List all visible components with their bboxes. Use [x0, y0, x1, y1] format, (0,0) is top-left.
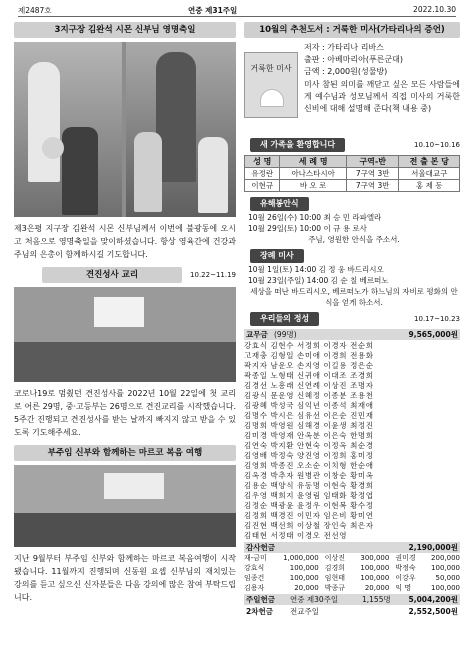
- photo-left: [14, 42, 122, 217]
- book-title: 10월의 추천도서 : 거룩한 미사(가타리나의 증언): [244, 22, 460, 38]
- infant-header: [244, 197, 460, 212]
- cell: 100,000: [360, 574, 390, 582]
- catechism-title: 견진성사 교리: [42, 267, 182, 283]
- book-publisher: 출판 : 아베마리아(푸른군대): [304, 55, 404, 64]
- offering-header: [244, 312, 460, 327]
- cell: 100,000: [360, 564, 390, 572]
- infant-closing: 주님, 영원한 안식을 주소서.: [308, 235, 400, 244]
- name-row: 고재충 김형일 손미애 이경희 전용화: [244, 351, 374, 360]
- issue-number: 제2487호: [18, 6, 52, 15]
- cell: 김용자: [244, 584, 265, 592]
- catechism-text: 코로나19로 멈췄던 견진성사를 2022년 10월 22일에 첫 교리로 어른 29명, 중·고등부는 26명으로 견진교리를 시작했습니다. 5주간 진행되고 견진성사를 받는 날까지 빠지지 않고 받을 수 있도록 기도해주세요.: [14, 389, 236, 437]
- infant-list: [244, 212, 460, 245]
- name-row: 김정순 백광윤 윤정우 이현복 황수정: [244, 501, 374, 510]
- book-description: 미사 참된 의미를 깨닫고 싶은 모든 사람들에게 예수님과 성모님께서 직접 미사의 거룩한 신비에 대해 설명해 준다(책 내용 중): [304, 80, 460, 113]
- name-row: 김광혜 박성국 심익년 이종석 최재애: [244, 401, 374, 410]
- left-column: [14, 22, 236, 604]
- attendees: [14, 513, 236, 547]
- book-section: [244, 42, 460, 134]
- cell: 김경희: [324, 564, 346, 572]
- table-row: [244, 563, 460, 573]
- header-baptism: 세 례 명: [280, 156, 347, 168]
- header-district: 구역-반: [346, 156, 398, 168]
- name-row: 김우영 백희지 윤영림 임태화 황정엽: [244, 491, 374, 500]
- page-header: [18, 5, 456, 17]
- header-date: 2022.10.30: [413, 5, 456, 14]
- funeral-title: 장례 미사: [250, 249, 304, 263]
- name-row: 김정희 백경진 이민자 임은비 황미연: [244, 511, 374, 520]
- table-row: [244, 553, 460, 563]
- book-price: 금액 : 2,000원(성물방): [304, 67, 388, 76]
- cell: 유정란: [245, 168, 280, 180]
- cell: 20,000: [294, 584, 319, 592]
- name-row: 김명희 박영원 심해경 이윤생 최정진: [244, 421, 374, 430]
- list-item: 10월 26일(수) 10:00 최 승 민 라파엘라: [248, 213, 382, 222]
- bishop-feast-title: 3지구장 김완석 시몬 신부님 영명축일: [14, 22, 236, 38]
- bishop-feast-text: 제3은평 지구장 김완석 시몬 신부님께서 이번에 불광동에 오시고 처음으로 영명축일을 맞이하셨습니다. 항상 영육간에 건강과 주님의 은총이 함께하시길 기도합니다.: [14, 224, 236, 259]
- header-parish: 전 출 본 당: [399, 156, 460, 168]
- cell: 50,000: [435, 574, 460, 582]
- name-row: 김영희 박종진 오소순 이치형 한순애: [244, 461, 374, 470]
- right-column: [244, 22, 460, 617]
- support-label: 교무금: [246, 330, 268, 339]
- catechism-dates: 10.22~11.19: [190, 271, 236, 279]
- cell: 임종건: [244, 574, 265, 582]
- cell: 홍 제 동: [399, 180, 460, 192]
- chalice-icon: [260, 89, 284, 107]
- cell: 익 명: [395, 584, 412, 592]
- family-table: [244, 155, 460, 192]
- funeral-header: [244, 249, 460, 264]
- list-item: 10월 29일(토) 10:00 이 규 용 로사: [248, 224, 367, 233]
- sunday-bar: [244, 594, 460, 605]
- family-header: [244, 138, 460, 153]
- infant-title: 유해봉안식: [250, 197, 309, 211]
- second-bar: [244, 606, 460, 617]
- second-amount: 2,552,500원: [408, 607, 458, 616]
- cell: 권미경: [395, 554, 416, 562]
- catechism-photo: [14, 287, 236, 382]
- audience: [14, 342, 236, 382]
- list-item: 10월 23일(주일) 14:00 김 순 칠 베르떠노: [248, 276, 389, 285]
- name-row: 김명수 박시은 심유선 이은순 진민재: [244, 411, 374, 420]
- sunday-label: 주일헌금: [246, 595, 275, 604]
- cell: 임현태: [324, 574, 346, 582]
- name-row: 김옥경 박추자 원병관 이창순 황미옥: [244, 471, 374, 480]
- thanks-bar: [244, 542, 460, 553]
- child-figure: [62, 127, 98, 215]
- list-item: 10월 1일(토) 14:00 김 정 웅 바드리시오: [248, 265, 384, 274]
- table-row: [245, 180, 460, 192]
- cell: 7구역 3반: [346, 180, 398, 192]
- family-table-header: [245, 156, 460, 168]
- thanks-amount: 2,190,000원: [408, 543, 458, 552]
- cell: 이강우: [395, 574, 416, 582]
- flowers: [42, 137, 64, 159]
- book-cover-text: 거룩한 미사: [250, 64, 292, 73]
- priest-figure: [28, 62, 60, 182]
- cell: 100,000: [289, 564, 319, 572]
- feast-photos: [14, 42, 236, 217]
- catechism-header: [14, 267, 236, 283]
- cell: 300,000: [360, 554, 390, 562]
- name-row: 김영배 박정숙 양진영 이정희 홍미정: [244, 451, 374, 460]
- gospel-text: 지난 9월부터 부주임 신부와 함께하는 마르코 복음여행이 시작됐습니다. 11월까지 진행되며 신동원 요셉 신부님의 재치있는 강의를 듣고 싶으신 신자분들은 다음 강의에 많은 참여 부탁드립니다.: [14, 554, 236, 602]
- family-dates: 10.10~10.16: [414, 141, 460, 149]
- cell: 100,000: [431, 564, 460, 572]
- cell: 100,000: [431, 584, 460, 592]
- book-info: [304, 42, 403, 78]
- second-text: 전교주일: [290, 607, 319, 616]
- priest-figure-2: [156, 52, 196, 182]
- header-name: 성 명: [245, 156, 280, 168]
- name-row: 곽종일 노형태 신귀애 이대조 조경희: [244, 371, 374, 380]
- cell: 이현규: [245, 180, 280, 192]
- cell: 이상진: [324, 554, 346, 562]
- funeral-closing: 세상을 떠난 바드리시오, 베르떠노가 하느님의 자비로 평화의 안식을 얻게 하소서.: [250, 287, 458, 307]
- support-count: (99명): [274, 330, 297, 339]
- photo-right: [126, 42, 236, 217]
- child-figure-3: [198, 137, 228, 213]
- table-row: [245, 168, 460, 180]
- support-bar: [244, 329, 460, 340]
- header-title: 연중 제31주일: [188, 6, 238, 15]
- child-figure-2: [134, 132, 162, 212]
- support-names: [244, 341, 460, 541]
- table-row: [244, 573, 460, 583]
- gospel-title: 부주임 신부와 함께하는 마르코 복음 여행: [14, 445, 236, 461]
- cell: 바 오 로: [280, 180, 347, 192]
- name-row: 김미경 박영재 안옥분 이은숙 한명희: [244, 431, 374, 440]
- name-row: 김용순 백양식 유동명 이현숙 황경희: [244, 481, 374, 490]
- cell: 7구역 3반: [346, 168, 398, 180]
- name-row: 김진현 백선희 이상철 장인숙 최은자: [244, 521, 374, 530]
- sunday-text: 연중 제30주일: [290, 595, 339, 604]
- cell: 박정숙: [395, 564, 416, 572]
- cell: 200,000: [431, 554, 460, 562]
- name-row: 김태현 서정태 이경오 전선영: [244, 531, 348, 540]
- funeral-list: [244, 264, 460, 308]
- support-amount: 9,565,000원: [408, 330, 458, 339]
- book-cover: [244, 52, 298, 118]
- cell: 20,000: [364, 584, 390, 592]
- offering-title: 우리들의 정성: [250, 312, 319, 326]
- cell: 아나스타시아: [280, 168, 347, 180]
- name-row: 김경선 노흥래 신연례 이상진 조명자: [244, 381, 374, 390]
- cell: 서울대교구: [399, 168, 460, 180]
- cell: 100,000: [289, 574, 319, 582]
- gospel-photo: [14, 465, 236, 547]
- lecture-screen: [104, 473, 164, 499]
- thanks-table: [244, 553, 460, 593]
- name-row: 강효식 김현수 서정희 이경자 전순희: [244, 341, 374, 350]
- cell: 재-금미: [244, 554, 267, 562]
- sunday-count: 1,155명: [362, 595, 391, 604]
- book-author: 저자 : 가타리나 리바스: [304, 43, 384, 52]
- projector-screen: [94, 297, 144, 327]
- cell: 강효식: [244, 564, 265, 572]
- sunday-amount: 5,004,200원: [408, 595, 458, 604]
- offering-dates: 10.17~10.23: [414, 315, 460, 323]
- name-row: 김연숙 박지환 안현숙 이정옥 최순경: [244, 441, 374, 450]
- table-row: [244, 583, 460, 593]
- name-row: 김광식 문운영 신혜정 이종분 조용천: [244, 391, 374, 400]
- family-title: 새 가족을 환영합니다: [250, 138, 345, 152]
- cell: 1,000,000: [283, 554, 319, 562]
- thanks-label: 감사헌금: [246, 543, 275, 552]
- second-label: 2차헌금: [246, 607, 273, 616]
- cell: 박종규: [324, 584, 346, 592]
- name-row: 곽지자 남운오 손지영 이길용 정은순: [244, 361, 374, 370]
